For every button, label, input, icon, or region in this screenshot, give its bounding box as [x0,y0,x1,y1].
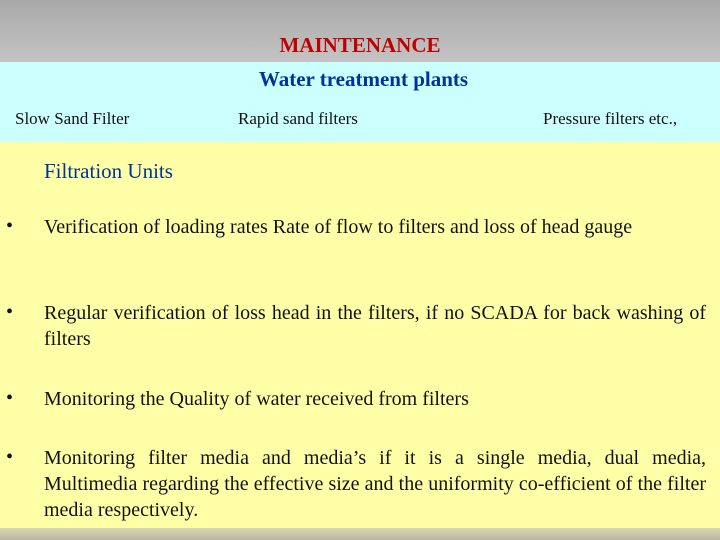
section-heading: Filtration Units [44,159,173,183]
bottom-strip [0,528,720,540]
bullet-text: Monitoring filter media and media’s if it is a single media, dual media, Multimedia regarding the effective size and the uniformity co-efficient of the filter media respectively. [44,447,706,521]
bullet-icon: • [6,446,14,468]
bullet-icon: • [6,387,14,409]
filter-type-rapid-sand: Rapid sand filters [238,109,358,128]
bullet-text: Regular verification of loss head in the filters, if no SCADA for back washing of filters [44,302,706,350]
filter-type-pressure: Pressure filters etc., [543,109,678,128]
slide-title: MAINTENANCE [279,33,441,57]
filter-type-slow-sand: Slow Sand Filter [15,109,130,128]
bullet-text: Verification of loading rates Rate of flow to filters and loss of head gauge [44,216,633,238]
bullet-icon: • [6,301,14,323]
bullet-icon: • [6,215,14,237]
slide-subtitle: Water treatment plants [258,67,469,91]
bullet-text: Monitoring the Quality of water received from filters [44,388,469,410]
